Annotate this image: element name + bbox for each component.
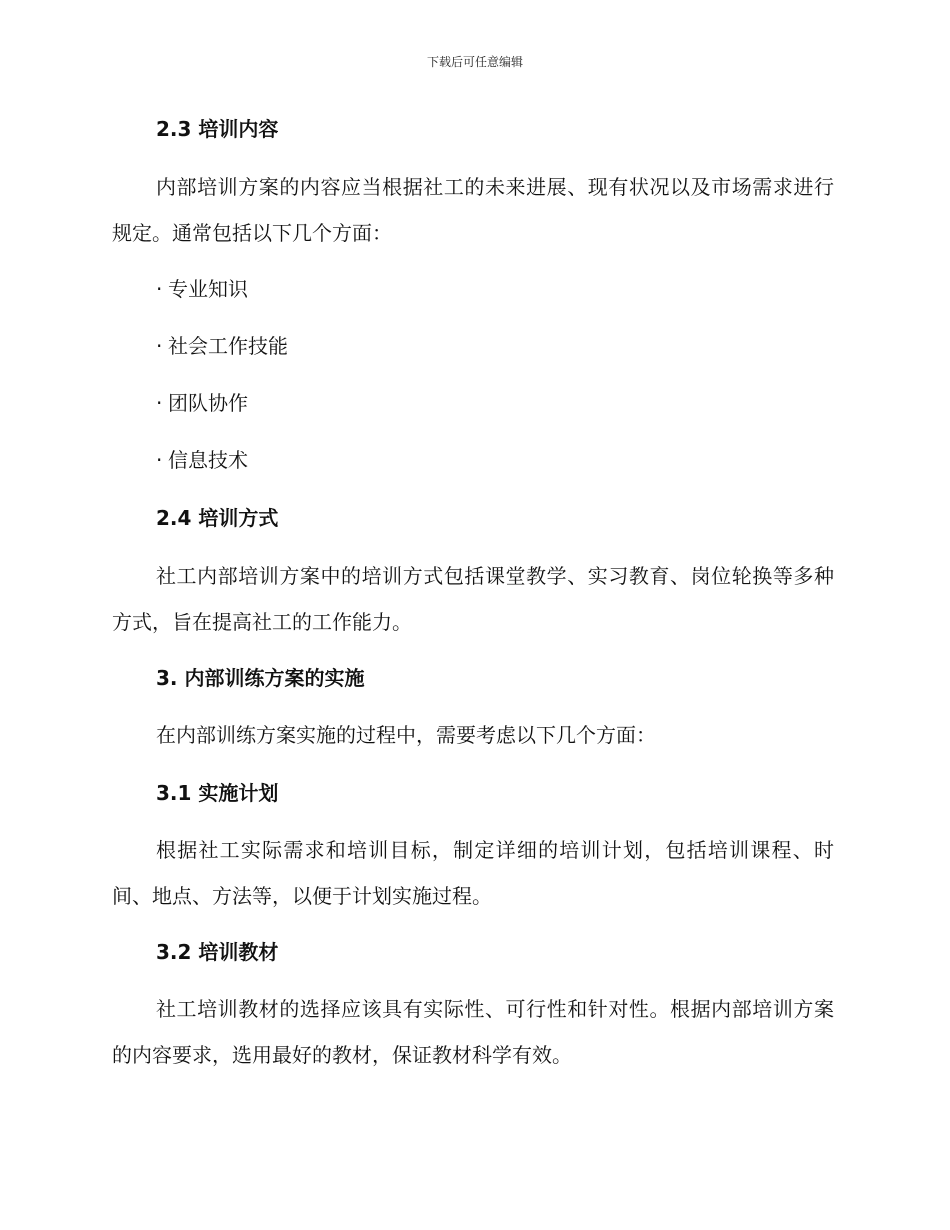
list-item-text: 社会工作技能 [168, 334, 288, 358]
paragraph-training-materials: 社工培训教材的选择应该具有实际性、可行性和针对性。根据内部培训方案的内容要求，选用最好的教材，保证教材科学有效。 [112, 997, 834, 1067]
paragraph-implementation-plan: 根据社工实际需求和培训目标，制定详细的培训计划，包括培训课程、时间、地点、方法等，以便于计划实施过程。 [112, 838, 834, 908]
list-item [156, 380, 834, 426]
bullet-mark: · [156, 277, 163, 301]
header-note: 下载后可任意编辑 [426, 55, 523, 69]
list-item [156, 437, 834, 483]
section-heading-3-1: 3.1 实施计划 [156, 781, 279, 805]
paragraph-implementation: 在内部训练方案实施的过程中，需要考虑以下几个方面： [156, 723, 656, 747]
section-heading-2-3: 2.3 培训内容 [156, 117, 279, 141]
paragraph-training-content: 内部培训方案的内容应当根据社工的未来进展、现有状况以及市场需求进行规定。通常包括以下几个方面： [112, 175, 834, 245]
bullet-mark: · [156, 448, 163, 472]
bullet-mark: · [156, 334, 163, 358]
list-item-text: 信息技术 [168, 448, 248, 472]
list-item [156, 266, 834, 312]
section-heading-3: 3. 内部训练方案的实施 [156, 666, 365, 690]
list-item [156, 323, 834, 369]
list-item-text: 专业知识 [168, 277, 248, 301]
list-item-text: 团队协作 [168, 391, 248, 415]
section-heading-3-2: 3.2 培训教材 [156, 940, 279, 964]
paragraph-training-methods: 社工内部培训方案中的培训方式包括课堂教学、实习教育、岗位轮换等多种方式，旨在提高社工的工作能力。 [112, 564, 834, 634]
bullet-mark: · [156, 391, 163, 415]
section-heading-2-4: 2.4 培训方式 [156, 506, 279, 530]
